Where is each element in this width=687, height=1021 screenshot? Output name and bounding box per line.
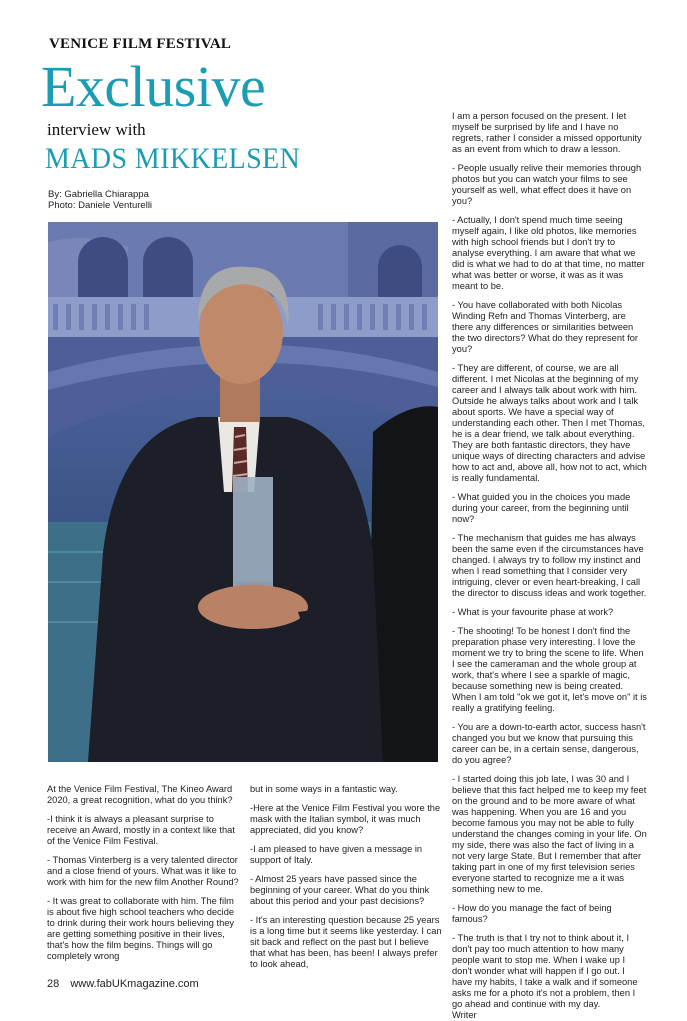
paragraph: - Almost 25 years have passed since the beginning of your career. What do you think about this period and your past decisions? <box>250 874 430 906</box>
paragraph: I am a person focused on the present. I let myself be surprised by life and I have no regrets, rather I consider a missed opportunity as an event from which to draw a lesson. <box>452 111 642 154</box>
feature-photo <box>48 222 438 762</box>
author-credit: By: Gabriella Chiarappa <box>48 189 149 200</box>
paragraph: - It's an interesting question because 25 years is a long time but it seems like yesterday. I can sit back and reflect on the past but I believe that what has been, has been! I always prefer to look ahead, <box>250 915 442 969</box>
paragraph: - What guided you in the choices you made during your career, from the beginning until now? <box>452 492 631 524</box>
section-kicker: VENICE FILM FESTIVAL <box>49 36 232 52</box>
writer-label: Writer <box>452 1010 477 1020</box>
feature-photo-illustration <box>48 222 438 762</box>
paragraph: -I am pleased to have given a message in support of Italy. <box>250 844 423 865</box>
paragraph: At the Venice Film Festival, The Kineo Award 2020, a great recognition, what do you think? <box>47 784 233 805</box>
paragraph: - It was great to collaborate with him. The film is about five high school teachers who decide to drink during their work hours believing they are getting something positive in their lives, that's how the film begins. Things will go completely wrong <box>47 896 235 961</box>
paragraph: - They are different, of course, we are all different. I met Nicolas at the beginning of my career and I always talk about work with him. Outside he always talks about work and I talk about sports. We have a special way of understanding each other. Then I met Thomas, he is a dear friend, we talk about everything. They are both fantastic directors, they have unique ways of directing characters and advise how to act and, above all, how not to act, which is really fundamental. <box>452 363 647 483</box>
paragraph: - How do you manage the fact of being famous? <box>452 903 612 924</box>
paragraph: - Actually, I don't spend much time seeing myself again, I like old photos, like memories with high school friends but I don't try to analyse everything. I am aware that what we did is what we had to do at that time, no matter what was better or worse, it was as it was meant to be. <box>452 215 645 291</box>
paragraph: -Here at the Venice Film Festival you wore the mask with the Italian symbol, it was much appreciated, did you know? <box>250 803 441 835</box>
paragraph: -I think it is always a pleasant surprise to receive an Award, mostly in a context like that of the Venice Film Festival. <box>47 814 235 846</box>
headline-exclusive: Exclusive <box>41 54 266 119</box>
website-link[interactable]: www.fabUKmagazine.com <box>70 978 199 990</box>
paragraph: - You are a down-to-earth actor, success hasn't changed you but we know that pursuing this career can be, in a certain sense, dangerous, do you agree? <box>452 722 646 765</box>
paragraph: - What is your favourite phase at work? <box>452 607 614 617</box>
page-number: 28 <box>47 978 60 990</box>
paragraph: - Thomas Vinterberg is a very talented director and a close friend of yours. What was it like to work with him for the new film Another Round? <box>47 855 239 887</box>
paragraph: but in some ways in a fantastic way. <box>250 784 398 794</box>
paragraph: - People usually relive their memories through photos but you can watch your films to see yourself as well, what effect does it have on you? <box>452 163 642 206</box>
article-column-right <box>452 111 647 1021</box>
article-column-middle <box>250 784 442 978</box>
headline-name: MADS MIKKELSEN <box>45 142 301 175</box>
paragraph: - The shooting! To be honest I don't find the preparation phase very interesting. I love the moment we try to bring the scene to life. When I see the cameraman and the whole group at work, that's where I see a sparkle of magic, because something new is being created. When I am told "ok we got it, let's move on" it is really a gratifying feeling. <box>452 626 647 713</box>
article-column-left <box>47 784 242 970</box>
credits <box>48 189 152 211</box>
paragraph: - The mechanism that guides me has always been the same even if the circumstances have changed. I always try to follow my instinct and when I read something that I consider very intriguing, clever or even heart-breaking, I call the director to discuss ideas and work together. <box>452 533 647 598</box>
paragraph: - The truth is that I try not to think about it, I don't pay too much attention to how many people want to stop me. When I wake up I don't wonder what will happen if I go out. I have my habits, I take a walk and if someone asks me for a photo it's not a problem, then I go ahead and continue with my day. <box>452 933 638 1009</box>
paragraph: - I started doing this job late, I was 30 and I believe that this fact helped me to keep my feet on the ground and to be more aware of what was happening. When you are 16 and you become famous you may not be able to fully understand the changes coming in your life. On my side, there was also the fact of living in a not very large State. But I remember that after taking part in one of my first television series everyone started to recognize me a it was something new to me. <box>452 774 647 894</box>
paragraph: - You have collaborated with both Nicolas Winding Refn and Thomas Vinterberg, are there any differences or similarities between the two directors? What do they represent for you? <box>452 300 639 354</box>
photo-credit: Photo: Daniele Venturelli <box>48 200 153 211</box>
page-footer <box>47 978 199 990</box>
headline-interview-with: interview with <box>47 120 146 139</box>
